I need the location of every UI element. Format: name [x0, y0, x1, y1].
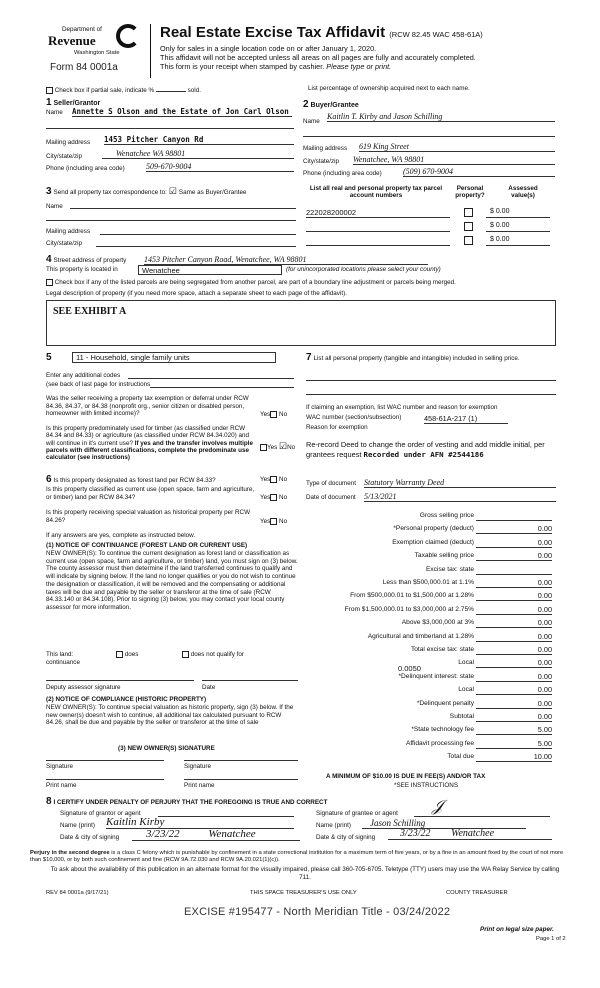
section7-number: 7 [306, 352, 312, 363]
tax-row-value[interactable]: 0.00 [476, 538, 552, 548]
assessed-value-1: $ 0.00 [490, 208, 510, 215]
assessed-row-2[interactable] [486, 222, 550, 232]
tax-row-label: Less than $500,000.01 at 1.1% [382, 579, 474, 586]
parcel-col-header: List all real and personal property tax parcel account numbers [309, 185, 443, 199]
deputy-signature-label: Deputy assessor signature [46, 684, 121, 691]
tax-row [306, 564, 556, 576]
section5-number: 5 [46, 352, 52, 363]
corr-name-label: Name [46, 203, 63, 210]
subtitle-3-italic: Please type or print. [326, 62, 392, 71]
county-treasurer: COUNTY TREASURER [446, 890, 508, 896]
tax-row [306, 751, 556, 763]
tax-row [306, 590, 556, 602]
tax-row-value[interactable] [476, 511, 552, 521]
tax-row [306, 724, 556, 736]
does-label: does [124, 651, 139, 659]
additional-codes-note: (see back of last page for instructions [46, 381, 151, 388]
subtitle-2: This affidavit will not be accepted unless all areas on all pages are fully and accurately completed. [160, 53, 476, 62]
form-title-text: Real Estate Excise Tax Affidavit [160, 24, 386, 41]
perjury-notice [30, 850, 574, 864]
wac-row [306, 414, 556, 421]
exemption-yes-no [260, 411, 287, 418]
forest-no-label: No [279, 476, 288, 484]
tax-row-label: Agricultural and timberland at 1.28% [367, 632, 474, 640]
tax-row-value[interactable]: 0.00 [476, 578, 552, 588]
personal-checkbox-3[interactable] [464, 236, 473, 245]
subtitle-1: Only for sales in a single location code on or after January 1, 2020. [160, 44, 377, 53]
tax-row-label: From $1,500,000.01 to $3,000,000 at 2.75% [344, 605, 474, 613]
legal-description-box[interactable] [46, 300, 556, 346]
tax-row-value[interactable]: 10.00 [476, 752, 552, 762]
tax-row-value[interactable]: 0.00 [476, 591, 552, 601]
grantor-date-field[interactable] [132, 828, 300, 841]
partial-sale-row [46, 85, 556, 94]
seller-name-label: Name [46, 109, 63, 116]
grantor-date-label: Date & city of signing [60, 834, 120, 841]
rev-number: REV 84 0001a (9/17/21) [46, 890, 109, 896]
parcel-number-1: 222028200002 [306, 208, 357, 217]
located-note: (for unincorporated locations please select your county) [286, 266, 441, 273]
tax-row-label: Local [458, 686, 474, 694]
tax-row [306, 738, 556, 750]
tax-row-label: Affidavit processing fee [405, 739, 474, 747]
historic-yes-no [260, 518, 287, 525]
forest-yes-checkbox[interactable] [270, 476, 277, 483]
seller-heading-text: Seller/Grantor [53, 100, 101, 107]
tax-row-label: *Delinquent penalty [416, 699, 474, 707]
does-not-option [182, 651, 244, 658]
seller-mail-field[interactable]: 1453 Pitcher Canyon Rd [104, 135, 294, 145]
assessed-row-3[interactable] [486, 236, 550, 246]
tax-row [306, 617, 556, 629]
tax-row-value[interactable]: 0.00 [476, 605, 552, 615]
see-instructions: *SEE INSTRUCTIONS [394, 782, 459, 789]
notice3-heading: (3) NEW OWNER(S) SIGNATURE [118, 745, 215, 752]
partial-sale-text: Check box if partial sale, indicate % [54, 87, 155, 94]
grantee-sig-row [316, 798, 556, 817]
partial-percent-field[interactable] [156, 85, 186, 92]
additional-codes-line[interactable] [128, 378, 294, 379]
segregated-row [46, 279, 558, 286]
this-land-row [46, 651, 298, 658]
certify-row [46, 796, 556, 807]
tax-row-label: Local [458, 659, 474, 667]
tax-row [306, 510, 556, 522]
does-not-checkbox[interactable] [182, 651, 189, 658]
additional-codes-line-2[interactable] [150, 387, 294, 388]
owner-signature-line-1[interactable] [46, 760, 164, 761]
subtitle-3-text: This form is your receipt when stamped by cashier. [160, 62, 325, 71]
partial-sale-checkbox[interactable] [46, 87, 53, 94]
buyer-phone-field[interactable]: (509) 670-9004 [403, 167, 555, 177]
located-row [46, 266, 556, 273]
does-not-label: does not qualify for [190, 651, 244, 659]
section8-number: 8 [46, 796, 52, 807]
section6-header [46, 474, 260, 485]
tax-row-value[interactable]: 0.00 [476, 551, 552, 561]
owner-print-line-2[interactable] [184, 779, 298, 780]
seller-name-row [46, 109, 294, 116]
tax-row-label: Above $3,000,000 at 3% [401, 619, 474, 627]
notice2-heading: (2) NOTICE OF COMPLIANCE (HISTORIC PROPERTY) [46, 696, 207, 703]
seller-name-field[interactable]: Annette S Olson and the Estate of Jon Carl Olson [72, 107, 292, 117]
owner-print-label-1: Print name [46, 782, 77, 789]
grantee-date-label: Date & city of signing [316, 834, 376, 841]
seller-mail-row [46, 135, 294, 146]
grantee-date: 3/23/22 [400, 828, 431, 839]
personal-property-line-1[interactable] [306, 380, 556, 381]
timber-no-checkbox[interactable]: ☑ [279, 441, 288, 451]
buyer-heading [303, 99, 359, 110]
parcel-row-2[interactable] [306, 222, 450, 232]
correspondence-row [46, 186, 296, 197]
tax-row-label: *Personal property (deduct) [393, 525, 474, 533]
section3-number: 3 [46, 186, 52, 197]
grantee-sig-line[interactable] [414, 816, 550, 817]
timber-no-label: No [287, 444, 296, 451]
buyer-number: 2 [303, 99, 309, 110]
tax-row-value[interactable]: 0.00 [476, 645, 552, 655]
same-as-buyer-checkbox[interactable]: ☑ [168, 186, 177, 196]
tax-row-value[interactable]: 0.00 [476, 632, 552, 642]
doc-type-field[interactable]: Statutory Warranty Deed [364, 478, 556, 488]
deputy-date-line[interactable] [202, 680, 298, 681]
seller-mail-label: Mailing address [46, 139, 91, 146]
reason-bold: Recorded under AFN #2544186 [363, 450, 484, 459]
timber-yes-label: Yes [267, 444, 278, 451]
buyer-name-field[interactable]: Kaitlin T. Kirby and Jason Schilling [327, 112, 555, 122]
street-row [46, 254, 556, 265]
grantee-name-field[interactable]: Jason Schilling [362, 818, 526, 829]
corr-name-line-2 [46, 220, 296, 221]
grantor-name-field[interactable]: Kaitlin Kirby [106, 816, 294, 829]
tax-row [306, 550, 556, 562]
personal-property-text: List all personal property (tangible and intangible) included in selling price. [313, 355, 520, 362]
notice1-heading: (1) NOTICE OF CONTINUANCE (FOREST LAND OR CURRENT USE) [46, 542, 248, 549]
does-option [116, 651, 138, 658]
local-rate: 0.0050 [398, 664, 421, 673]
personal-property-line-2[interactable] [306, 394, 556, 395]
grantor-name-label: Name (print) [60, 822, 95, 829]
reason-text: Re-record Deed to change the order of vesting and add middle initial, per grantees request [306, 440, 545, 459]
buyer-name-line-2 [303, 136, 555, 137]
legal-label: Legal description of property (if you need more space, attach a separate sheet to each page of the affidavit). [46, 290, 347, 297]
deputy-signature-line[interactable] [46, 680, 194, 681]
reason-field[interactable] [306, 440, 556, 460]
seller-number: 1 [46, 97, 52, 108]
wac-field[interactable]: 458-61A-217 (1) [424, 414, 508, 424]
corr-name-line[interactable] [70, 208, 296, 209]
corr-mail-label: Mailing address [46, 228, 91, 235]
assessed-value-3: $ 0.00 [490, 236, 510, 243]
form-citation: (RCW 82.45 WAC 458-61A) [389, 30, 483, 39]
grantee-sig-label: Signature of grantee or agent [316, 810, 398, 817]
exemption-yes-label: Yes [260, 411, 271, 419]
tax-row [306, 698, 556, 710]
same-as-buyer-label: Same as Buyer/Grantee [178, 189, 247, 196]
form-title [160, 24, 483, 41]
tax-row-value[interactable]: 0.00 [476, 618, 552, 628]
tax-row-value[interactable]: 0.00 [476, 712, 552, 722]
seller-city-label: City/state/zip [46, 153, 83, 160]
tax-row-value[interactable]: 0.00 [476, 658, 552, 668]
timber-yes-checkbox[interactable] [260, 444, 267, 451]
tax-row [306, 523, 556, 535]
buyer-mail-field[interactable]: 619 King Street [359, 142, 555, 152]
buyer-city-row [303, 155, 555, 165]
continuance-label: continuance [46, 659, 80, 666]
tax-row [306, 657, 556, 669]
correspondence-text: Send all property tax correspondence to: [53, 189, 167, 196]
tax-row-label: Gross selling price [419, 512, 474, 519]
segregated-checkbox[interactable] [46, 279, 53, 286]
tax-row-label: From $500,000.01 to $1,500,000 at 1.28% [350, 592, 474, 600]
tax-row-value[interactable]: 5.00 [476, 725, 552, 735]
minimum-due: A MINIMUM OF $10.00 IS DUE IN FEE(S) AND/OR TAX [326, 773, 486, 780]
corr-city-label: City/state/zip [46, 240, 83, 247]
forest-yes-label: Yes [260, 476, 271, 484]
perjury-text: is a class C felony which is punishable by confinement in a state correctional institution for a maximum term of five years, or by a fine in an amount fixed by the court of not more than $10,000, or by both such confinement and fine (RCW 9A.72.030 and RCW 9A.20.021(1)(c)). [30, 850, 564, 864]
seller-phone-row [46, 162, 294, 172]
notice1-body: NEW OWNER(S): To continue the current designation as forest land or classification as current use (open space, farm and agriculture, or timber) land, you must sign on (3) below. The county assessor must then determine if the land transferred continues to qualify and will indicate by signing below. If the land no longer qualifies or you do not wish to continue the designation or classification, it will be removed and the compensating or additional taxes will be due and payable by the seller or transferor at the time of sale (RCW 84.33.140 or 84.34.108). Prior to signing (3) below, you may contact your local county assessor for more information. [46, 550, 298, 611]
grantee-date-row [316, 828, 556, 841]
owner-print-label-2: Print name [184, 782, 215, 789]
grantee-city: Wenatchee [451, 828, 495, 839]
tax-row-label: Exemption claimed (deduct) [392, 538, 474, 546]
seller-phone-label: Phone (including area code) [46, 165, 125, 172]
owner-signature-label-2: Signature [184, 763, 211, 770]
doc-date-label: Date of document [306, 494, 356, 501]
corr-city-line[interactable] [96, 246, 296, 247]
personal-checkbox-2[interactable] [464, 222, 473, 231]
forest-yes-no [260, 476, 287, 483]
current-use-question: Is this property classified as current use (open space, farm and agriculture, or timber) land per RCW 84.34? [46, 486, 255, 501]
tax-row [306, 711, 556, 723]
tax-table [306, 510, 556, 764]
owner-print-line-1[interactable] [46, 779, 164, 780]
legal-description-text: SEE EXHIBIT A [53, 306, 127, 317]
grantee-date-field[interactable] [388, 828, 552, 840]
street-field[interactable]: 1453 Pitcher Canyon Road, Wenatchee, WA 98801 [144, 255, 428, 265]
revenue-swirl-icon [116, 24, 140, 48]
timber-question [46, 425, 258, 461]
seller-name-line-2 [46, 128, 294, 129]
seller-phone-field[interactable]: 509-670-9004 [146, 162, 294, 172]
current-use-yes-no [260, 494, 287, 501]
tax-row-value[interactable]: 0.00 [476, 685, 552, 695]
excise-stamp: EXCISE #195477 - North Meridian Title - 03/24/2022 [184, 906, 451, 918]
reason-label: Reason for exemption [306, 424, 368, 431]
buyer-mail-label: Mailing address [303, 145, 348, 152]
historic-yes-label: Yes [260, 518, 271, 526]
this-land-label: This land: [46, 651, 74, 658]
legal-paper-note [480, 926, 554, 933]
dept-line1: Department of [62, 26, 102, 33]
timber-question-bold: If yes and the transfer involves multiple parcels with different classifications, complete the predominate use calculator (see instructions) [46, 439, 253, 462]
assessed-value-2: $ 0.00 [490, 222, 510, 229]
section4-number: 4 [46, 254, 52, 265]
tax-row-label: Subtotal [449, 713, 474, 720]
section7-header [306, 352, 556, 363]
owner-signature-line-2[interactable] [184, 760, 298, 761]
dor-logo [46, 24, 146, 80]
wac-label: WAC number (section/subsection) [306, 414, 402, 421]
exemption-question: Was the seller receiving a property tax exemption or deferral under RCW 84.36, 84.37, or 84.38 (nonprofit org., senior citizen or disabled person, homeowner with limited income)? [46, 395, 249, 418]
tax-row [306, 604, 556, 616]
personal-col-header: Personal property? [455, 185, 485, 199]
tax-row-value[interactable]: 5.00 [476, 739, 552, 749]
notice2-body: NEW OWNER(S): To continue special valuation as historic property, sign (3) below. If the new owner(s) doesn't wish to continue, all additional tax calculated pursuant to RCW 84.26, shall be due and payable by the seller or transferor at the time of sale [46, 704, 294, 727]
tax-row [306, 631, 556, 643]
subtitle-3 [160, 62, 391, 71]
grantor-date: 3/23/22 [146, 828, 180, 840]
tax-row-value[interactable]: 0.00 [476, 699, 552, 709]
historic-question: Is this property receiving special valuation as historical property per RCW 84.26? [46, 509, 251, 524]
partial-sold-text: sold. [187, 87, 201, 94]
grantee-name-label: Name (print) [316, 822, 351, 829]
tax-row [306, 671, 556, 683]
grantor-date-row [60, 828, 300, 841]
assessed-row-1[interactable] [486, 208, 550, 218]
current-use-yes-label: Yes [260, 494, 271, 502]
buyer-mail-row [303, 142, 555, 152]
doc-date-field[interactable]: 5/13/2021 [364, 492, 556, 502]
use-code-select[interactable]: 11 - Household, single family units [72, 352, 276, 363]
parcel-row-3[interactable] [306, 236, 450, 246]
dept-state: Washington State [74, 50, 120, 56]
owner-signature-label-1: Signature [46, 763, 73, 770]
page-number: Page 1 of 2 [536, 936, 566, 942]
header-divider [150, 24, 151, 78]
historic-yes-checkbox[interactable] [270, 518, 277, 525]
timber-question-text: Is this property predominately used for timber (as classified under RCW 84.34 and 84.33) or agriculture (as classified under RCW 84.34.020) and will continue in it's current use? [46, 425, 250, 447]
seller-city-field[interactable]: Wenatchee WA 98801 [102, 149, 294, 159]
seller-city-row [46, 149, 294, 160]
tax-row-label: Excise tax: state [425, 565, 474, 573]
street-label: Street address of property [53, 257, 127, 264]
buyer-city-field[interactable]: Wenatchee, WA 98801 [353, 155, 555, 165]
tax-row-label: Taxable selling price [414, 552, 474, 560]
tax-row-label: *Delinquent interest: state [398, 672, 474, 680]
personal-checkbox-1[interactable] [464, 208, 473, 217]
alternate-format: To ask about the availability of this publication in an alternate format for the visually impaired, please call 360-705-6705. Teletype (TTY) users may use the WA Relay Service by calling 711. [50, 866, 560, 881]
timber-yes-no [260, 441, 295, 452]
doc-type-label: Type of document [306, 480, 357, 487]
tax-row-value[interactable]: 0.00 [476, 672, 552, 682]
tax-row-label: *State technology fee [411, 726, 474, 734]
dept-revenue: Revenue [48, 33, 96, 48]
ownership-note: List percentage of ownership acquired next to each name. [308, 85, 470, 92]
located-select[interactable]: Wenatchee [138, 265, 282, 275]
tax-row-label: Total excise tax: state [410, 646, 474, 653]
treasurer-use: THIS SPACE TREASURER'S USE ONLY [250, 890, 357, 896]
grantor-city: Wenatchee [208, 828, 256, 840]
buyer-heading-text: Buyer/Grantee [310, 102, 359, 109]
grantor-sig-label: Signature of grantor or agent [60, 810, 141, 817]
exemption-yes-checkbox[interactable] [270, 411, 277, 418]
tax-row-value[interactable]: 0.00 [476, 524, 552, 534]
grantee-signature-mark: 𝒥 [432, 798, 444, 815]
does-checkbox[interactable] [116, 651, 123, 658]
if-yes-note: If any answers are yes, complete as instructed below. [46, 532, 196, 539]
form-number: Form 84 0001a [50, 62, 118, 73]
exemption-no-label: No [279, 411, 288, 419]
perjury-bold: Perjury in the second degree [30, 850, 110, 856]
corr-mail-line[interactable] [100, 234, 296, 235]
section6-number: 6 [46, 474, 52, 485]
tax-row [306, 577, 556, 589]
assessed-col-header: Assessed value(s) [508, 185, 538, 199]
certify-text: I CERTIFY UNDER PENALTY OF PERJURY THAT THE FOREGOING IS TRUE AND CORRECT [53, 799, 328, 806]
deputy-date-label: Date [202, 684, 216, 691]
buyer-phone-label: Phone (including area code) [303, 170, 382, 177]
buyer-name-row [303, 112, 555, 125]
buyer-phone-row [303, 167, 555, 177]
tax-row-label: Total due [447, 753, 474, 761]
doc-date-row [306, 494, 556, 501]
tax-row [306, 644, 556, 656]
current-use-yes-checkbox[interactable] [270, 494, 277, 501]
forest-question: Is this property designated as forest land per RCW 84.33? [53, 477, 216, 484]
tax-row-value[interactable] [476, 565, 552, 575]
legal-paper-text: Print on legal size paper. [480, 926, 554, 933]
segregated-text: Check box if any of the listed parcels are being segregated from another parcel, are part of a boundary line adjustment or parcels being merged. [54, 279, 456, 287]
buyer-city-label: City/state/zip [303, 158, 340, 165]
additional-codes-label: Enter any additional codes [46, 372, 121, 379]
exemption-label: If claiming an exemption, list WAC number and reason for exemption [306, 404, 498, 411]
parcel-row-1[interactable] [306, 208, 450, 218]
buyer-name-label: Name [303, 118, 320, 125]
tax-row [306, 537, 556, 549]
tax-row [306, 684, 556, 696]
historic-no-label: No [279, 518, 288, 526]
located-label: This property is located in [46, 266, 118, 273]
doc-type-row [306, 480, 556, 487]
current-use-no-label: No [279, 494, 288, 502]
